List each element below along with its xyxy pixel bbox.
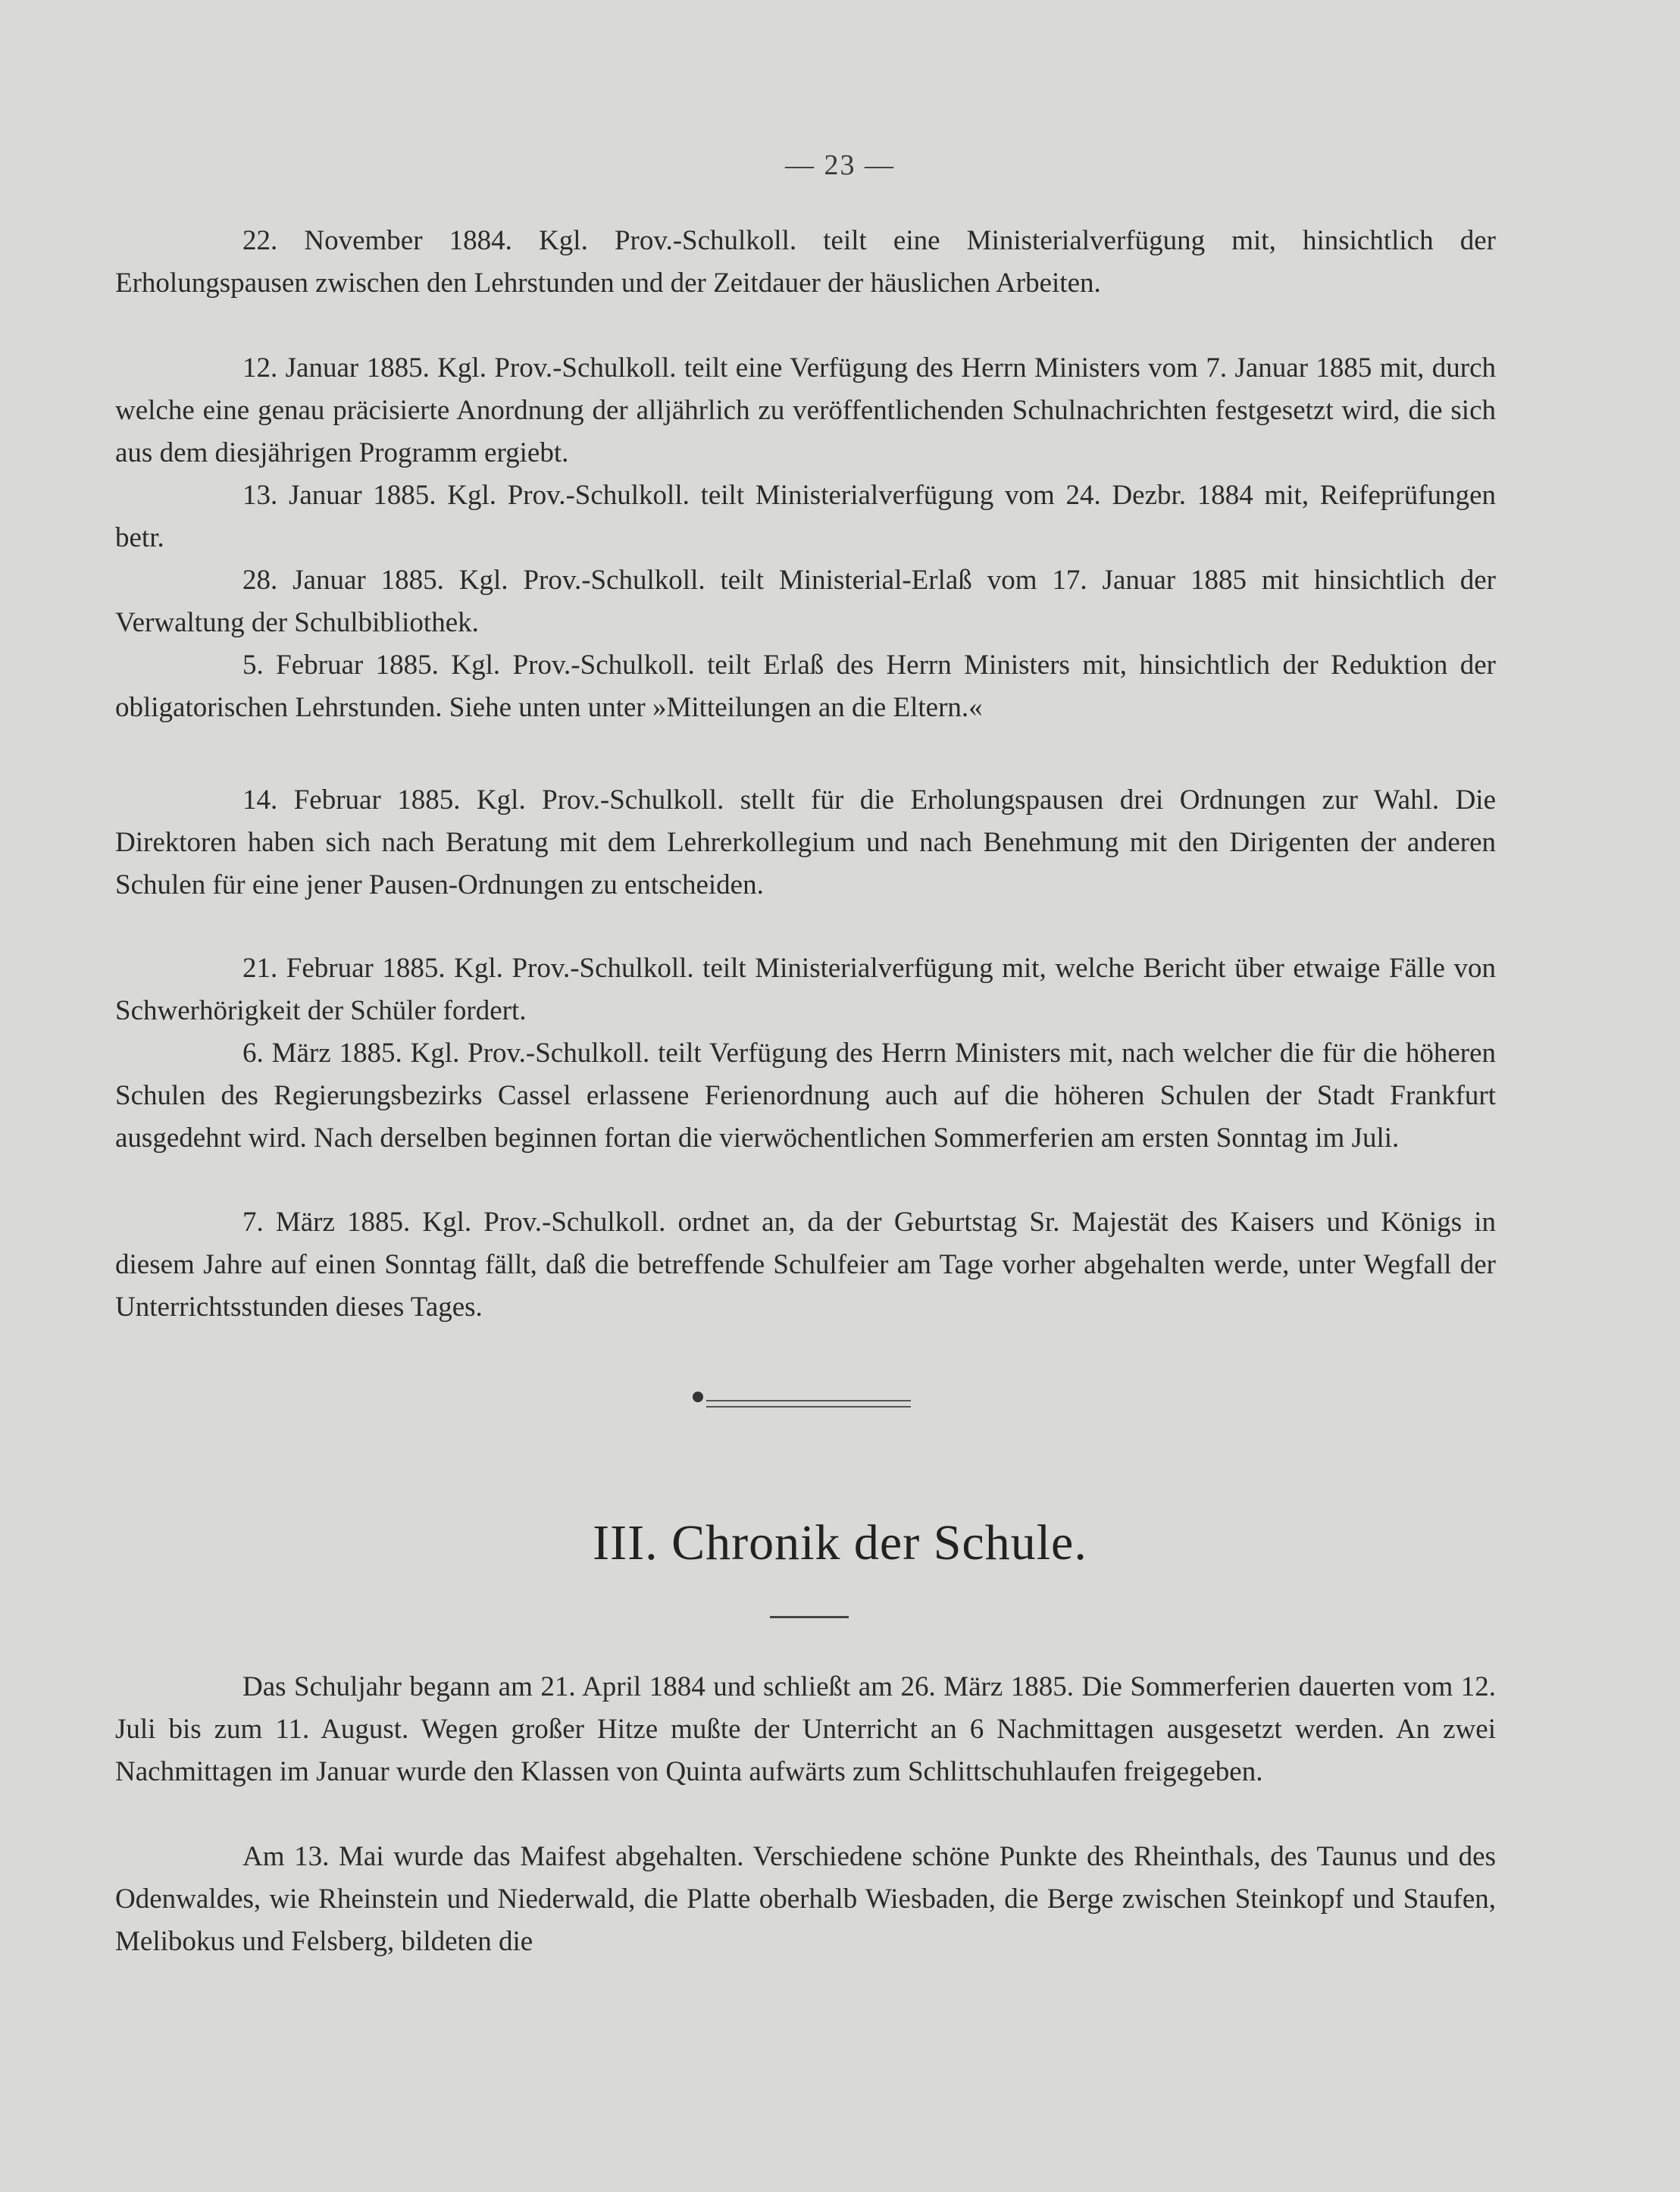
section-heading: III. Chronik der Schule. bbox=[593, 1515, 1087, 1570]
entry-6-maerz-1885 bbox=[115, 1032, 1496, 1160]
chronicle-paragraph-2 bbox=[115, 1836, 1496, 1963]
double-rule-separator bbox=[706, 1400, 911, 1401]
entry-14-februar-1885 bbox=[115, 779, 1496, 907]
chronicle-text: Am 13. Mai wurde das Maifest abgehalten. Verschiedene schöne Punkte des Rheinthals, des Taunus und des Odenwaldes, wie Rheinstein und Niederwald, die Platte oberhalb Wiesbaden, die Berge zwischen Steinkopf und Staufen, Melibokus und Felsberg, bildeten die bbox=[115, 1841, 1496, 1957]
page-number: — 23 — bbox=[785, 149, 895, 181]
entry-text: 21. Februar 1885. Kgl. Prov.-Schulkoll. teilt Ministerialverfügung mit, welche Bericht über etwaige Fälle von Schwerhörigkeit der Schüler fordert. bbox=[115, 953, 1496, 1026]
entry-12-januar-1885 bbox=[115, 347, 1496, 474]
entry-5-februar-1885 bbox=[115, 644, 1496, 729]
entry-7-maerz-1885 bbox=[115, 1201, 1496, 1329]
separator-dot bbox=[693, 1392, 703, 1402]
entry-text: 28. Januar 1885. Kgl. Prov.-Schulkoll. teilt Ministerial-Erlaß vom 17. Januar 1885 mit hinsichtlich der Verwaltung der Schulbibliothek. bbox=[115, 565, 1496, 638]
entry-22-november-1884 bbox=[115, 220, 1496, 305]
heading-rule bbox=[770, 1616, 849, 1618]
entry-21-februar-1885 bbox=[115, 947, 1496, 1032]
entry-13-januar-1885 bbox=[115, 474, 1496, 559]
entry-28-januar-1885 bbox=[115, 559, 1496, 644]
chronicle-paragraph-1 bbox=[115, 1666, 1496, 1793]
entry-text: 13. Januar 1885. Kgl. Prov.-Schulkoll. teilt Ministerialverfügung vom 24. Dezbr. 1884 mit, Reifeprüfungen betr. bbox=[115, 480, 1496, 553]
entry-text: 7. März 1885. Kgl. Prov.-Schulkoll. ordnet an, da der Geburtstag Sr. Majestät des Kaisers und Königs in diesem Jahre auf einen Sonntag fällt, daß die betreffende Schulfeier am Tage vorher abgehalten werde, unter Wegfall der Unterrichtsstunden dieses Tages. bbox=[115, 1207, 1496, 1323]
entry-text: 6. März 1885. Kgl. Prov.-Schulkoll. teilt Verfügung des Herrn Ministers mit, nach welcher die für die höheren Schulen des Regierungsbezirks Cassel erlassene Ferienordnung auch auf die höheren Schulen der Stadt Frankfurt ausgedehnt wird. Nach derselben beginnen fortan die vierwöchentlichen Sommerferien am ersten Sonntag im Juli. bbox=[115, 1038, 1496, 1154]
double-rule-separator-lower bbox=[706, 1406, 911, 1408]
entry-text: 5. Februar 1885. Kgl. Prov.-Schulkoll. teilt Erlaß des Herrn Ministers mit, hinsichtlich der Reduktion der obligatorischen Lehrstunden. Siehe unten unter »Mitteilungen an die Eltern.« bbox=[115, 650, 1496, 723]
chronicle-text: Das Schuljahr begann am 21. April 1884 und schließt am 26. März 1885. Die Sommerferien dauerten vom 12. Juli bis zum 11. August. Wegen großer Hitze mußte der Unterricht an 6 Nachmittagen ausgesetzt werden. An zwei Nachmittagen im Januar wurde den Klassen von Quinta aufwärts zum Schlittschuhlaufen freigegeben. bbox=[115, 1671, 1496, 1787]
entry-text: 14. Februar 1885. Kgl. Prov.-Schulkoll. stellt für die Erholungspausen drei Ordnungen zur Wahl. Die Direktoren haben sich nach Beratung mit dem Lehrerkollegium und nach Benehmung mit den Dirigenten der anderen Schulen für eine jener Pausen-Ordnungen zu entscheiden. bbox=[115, 784, 1496, 900]
entry-text: 22. November 1884. Kgl. Prov.-Schulkoll. teilt eine Ministerialverfügung mit, hinsichtlich der Erholungspausen zwischen den Lehrstunden und der Zeitdauer der häuslichen Arbeiten. bbox=[115, 225, 1496, 299]
entry-text: 12. Januar 1885. Kgl. Prov.-Schulkoll. teilt eine Verfügung des Herrn Ministers vom 7. Januar 1885 mit, durch welche eine genau präcisierte Anordnung der alljährlich zu veröffentlichenden Schulnachrichten festgesetzt wird, die sich aus dem diesjährigen Programm ergiebt. bbox=[115, 352, 1496, 468]
